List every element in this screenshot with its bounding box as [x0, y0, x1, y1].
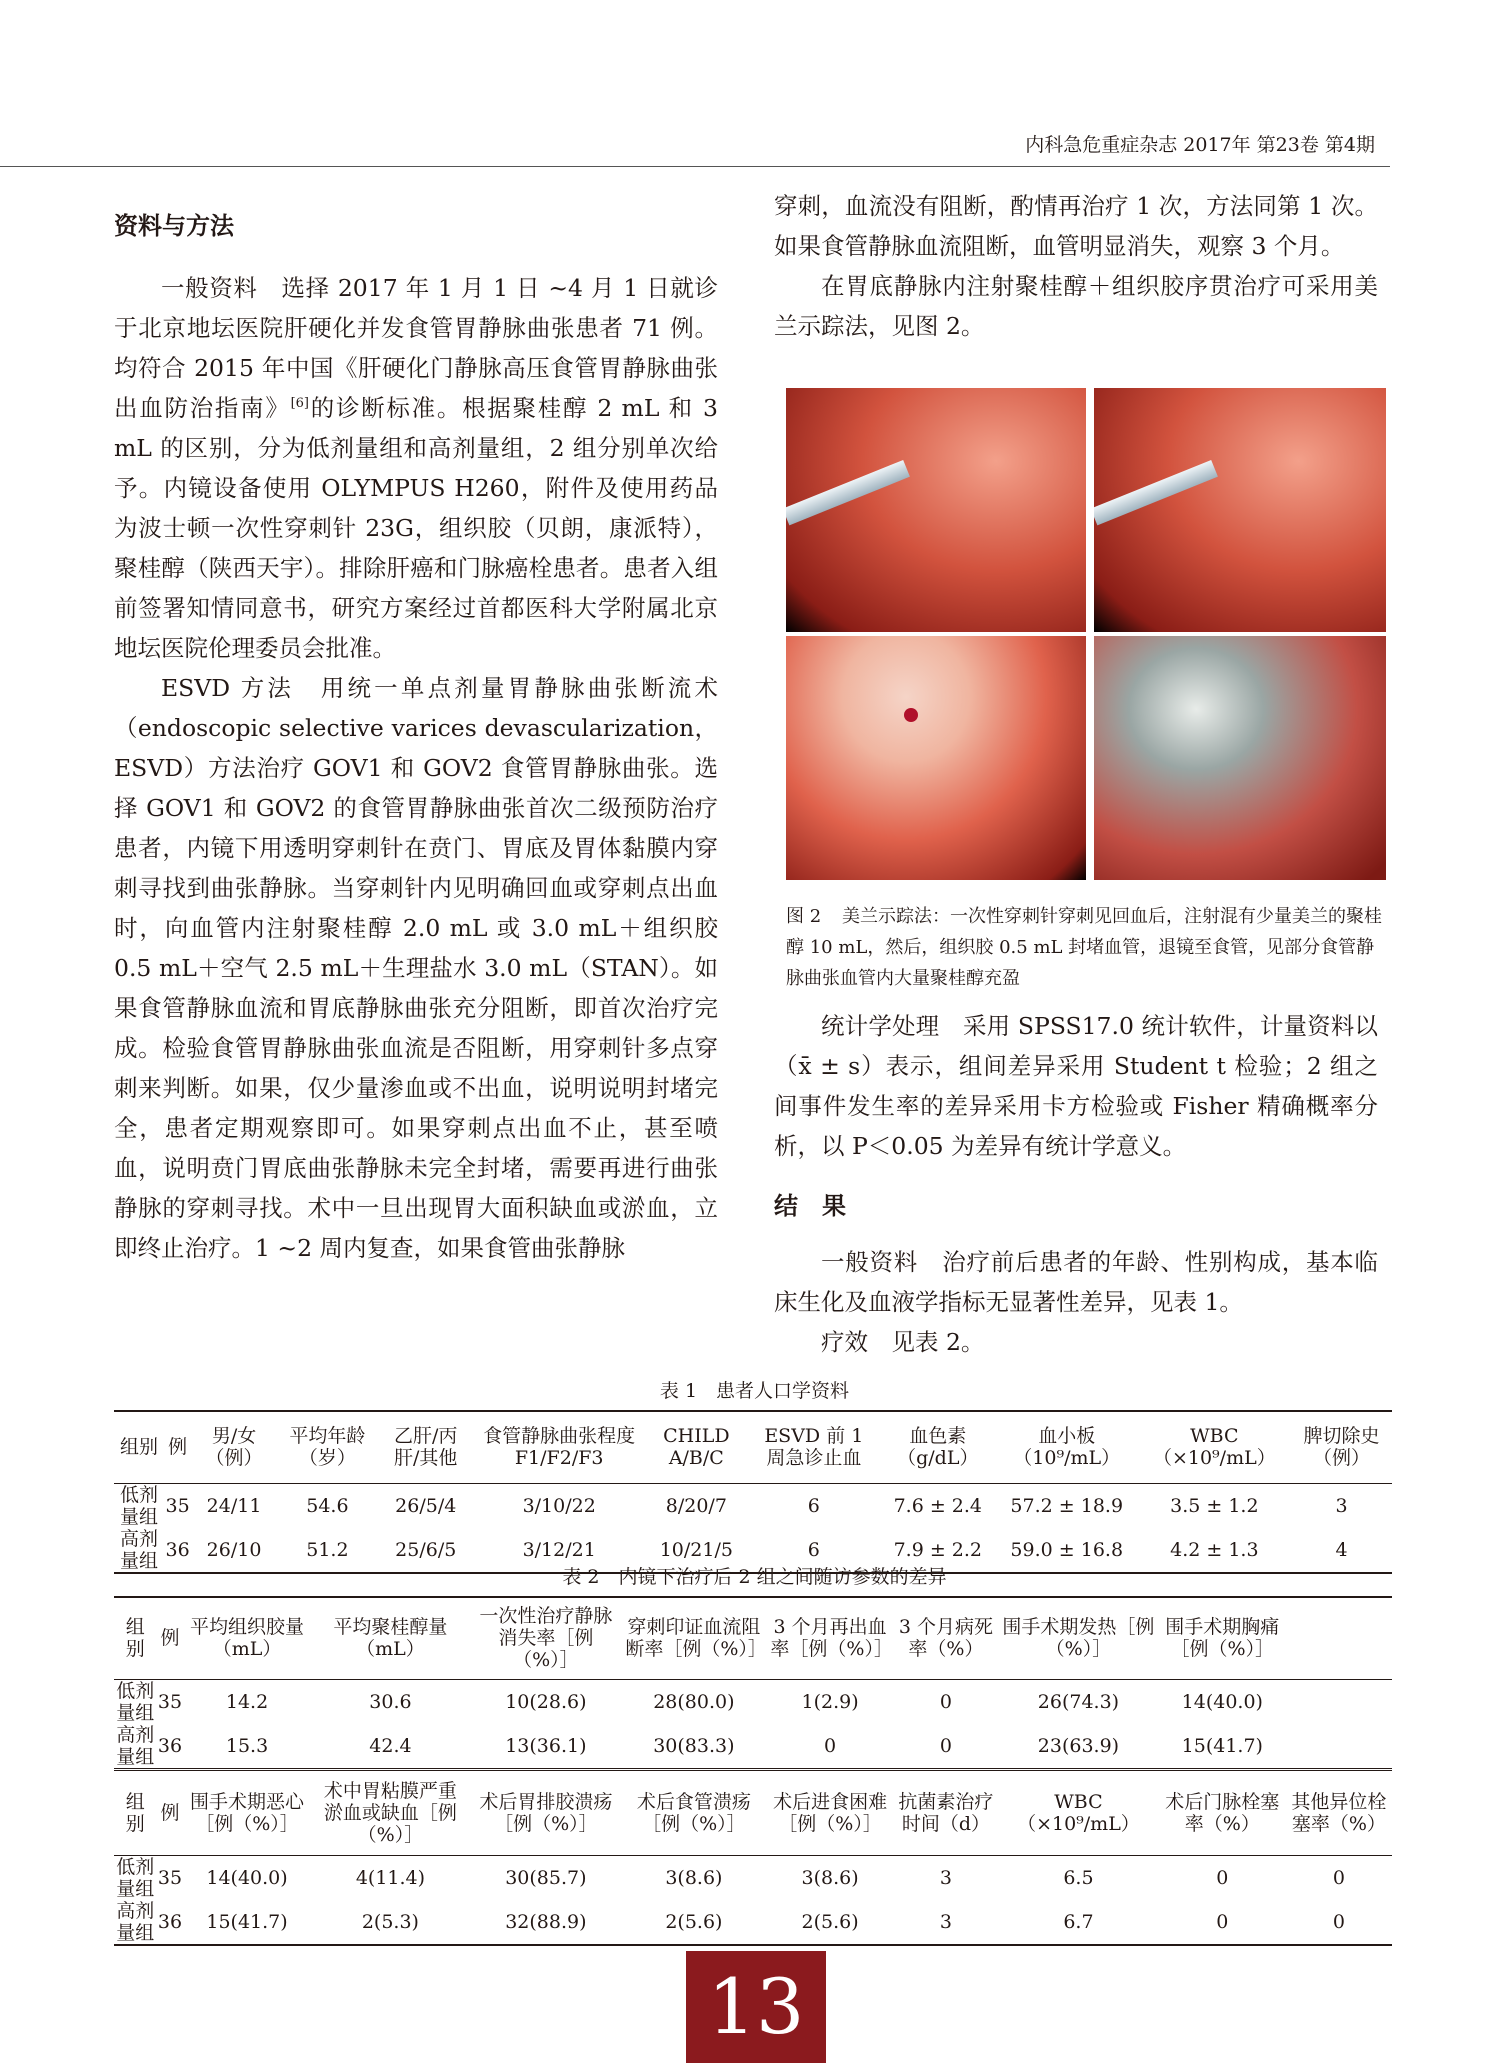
table1-headers-header-4: 乙肝/丙肝/其他 — [394, 1425, 458, 1470]
table2-headers_b-header-10: 其他异位栓塞率（%） — [1291, 1790, 1387, 1835]
table-cell: 0 — [1216, 1866, 1229, 1889]
table-cell: 高剂量组 — [116, 1723, 155, 1768]
table-cell: 3/10/22 — [522, 1494, 596, 1517]
header-rule — [0, 166, 1390, 167]
table-cell: 32(88.9) — [505, 1910, 587, 1933]
right-column-bottom — [774, 1006, 1378, 1362]
table-cell: 30.6 — [369, 1690, 412, 1713]
figure-2 — [786, 388, 1386, 880]
table-cell: 35 — [165, 1494, 190, 1517]
table-cell: 3(8.6) — [665, 1866, 723, 1889]
figure-caption-text: 美兰示踪法：一次性穿刺针穿刺见回血后，注射混有少量美兰的聚桂醇 10 mL，然后，组织胶 0.5 mL 封堵血管，退镜至食管，见部分食管静脉曲张血管内大量聚桂醇充盈 — [786, 906, 1382, 989]
table1-headers-header-1: 例 — [168, 1436, 188, 1459]
section-title-methods: 资料与方法 — [114, 212, 234, 240]
table2-headers_b-header-1: 例 — [160, 1801, 180, 1824]
table-cell: 15(41.7) — [1181, 1734, 1263, 1757]
table-cell: 3(8.6) — [801, 1866, 859, 1889]
paragraph-esvd-method: ESVD 方法 用统一单点剂量胃静脉曲张断流术（endoscopic selective varices devascularization，ESVD）方法治疗 GOV1 和 GOV2 食管胃静脉曲张。选择 GOV1 和 GOV2 的食管胃静脉曲张首次二级预防治疗患者，内镜下用透明穿刺针在贲门、胃底及胃体黏膜内穿刺寻找到曲张静脉。当穿刺针内见明确回血或穿刺点出血时，向血管内注射聚桂醇 2.0 mL 或 3.0 mL＋组织胶 0.5 mL＋空气 2.5 mL＋生理盐水 3.0 mL（STAN）。如果食管静脉血流和胃底静脉曲张充分阻断，即首次治疗完成。检验食管胃静脉曲张血流是否阻断，用穿刺针多点穿刺来判断。如果，仅少量渗血或不出血，说明说明封堵完全，患者定期观察即可。如果穿刺点出血不止，甚至喷血，说明贲门胃底曲张静脉未完全封堵，需要再进行曲张静脉的穿刺寻找。术中一旦出现胃大面积缺血或淤血，立即终止治疗。1 ~2 周内复查，如果食管曲张静脉 — [114, 674, 718, 1262]
needle-shape — [1094, 460, 1218, 525]
table-row — [114, 1679, 1392, 1724]
table2-headers_b-header-9: 术后门脉栓塞率（%） — [1165, 1790, 1280, 1835]
table-cell: 36 — [157, 1910, 183, 1933]
table2-headers_b-header-7: 抗菌素治疗时间（d） — [898, 1790, 994, 1835]
paragraph-methylene: 在胃底静脉内注射聚桂醇＋组织胶序贯治疗可采用美兰示踪法，见图 2。 — [774, 272, 1378, 340]
table1-headers-header-5: 食管静脉曲张程度 F1/F2/F3 — [483, 1425, 636, 1470]
table-cell: 4 — [1335, 1538, 1348, 1561]
table-cell: 26(74.3) — [1037, 1690, 1120, 1713]
table-cell: 7.9 ± 2.2 — [893, 1538, 983, 1561]
table-cell: 1(2.9) — [801, 1690, 859, 1713]
table2-headers_a-header-8: 围手术期发热［例（%）］ — [1002, 1616, 1155, 1661]
table2-headers_b-header-6: 术后进食困难［例（%）］ — [773, 1790, 888, 1835]
table-cell: 6.7 — [1063, 1910, 1094, 1933]
endoscopy-image-1 — [786, 388, 1086, 632]
table-cell: 54.6 — [306, 1494, 349, 1517]
endoscopy-image-4 — [1094, 636, 1386, 880]
paragraph-results-general: 一般资料 治疗前后患者的年龄、性别构成，基本临床生化及血液学指标无显著性差异，见表 1。 — [774, 1248, 1378, 1316]
journal-title: 内科急危重症杂志 2017年 第23卷 第4期 — [1025, 134, 1375, 156]
table-cell: 28(80.0) — [653, 1690, 735, 1713]
table-cell: 24/11 — [206, 1494, 262, 1517]
table2-headers_a-header-6: 3 个月再出血率［例（%）］ — [770, 1616, 893, 1661]
endoscopy-image-3 — [786, 636, 1086, 880]
table2-headers_a-header-0: 组别 — [125, 1616, 145, 1661]
table-cell: 3/12/21 — [522, 1538, 596, 1561]
figure-number: 图 2 — [786, 906, 822, 927]
table1-headers-header-8: 血色素（g/dL） — [897, 1425, 979, 1470]
table2-headers_a-header-7: 3 个月病死率（%） — [898, 1616, 993, 1661]
table-cell: 6 — [807, 1538, 820, 1561]
table1-caption: 表 1 患者人口学资料 — [659, 1380, 850, 1402]
table-cell: 高剂量组 — [116, 1899, 155, 1944]
table-cell: 0 — [1332, 1866, 1345, 1889]
page-number: 13 — [686, 1951, 826, 2063]
table1-headers-header-0: 组别 — [120, 1436, 159, 1459]
table-cell: 10(28.6) — [505, 1690, 587, 1713]
table1-headers-header-7: ESVD 前 1 周急诊止血 — [764, 1425, 864, 1470]
table-cell: 2(5.3) — [361, 1910, 419, 1933]
table1-headers-header-9: 血小板（10⁹/mL） — [1013, 1425, 1121, 1470]
table2-headers_a-header-1: 例 — [160, 1627, 180, 1650]
table-cell: 36 — [157, 1734, 183, 1757]
table-cell: 35 — [157, 1866, 183, 1889]
table-row — [114, 1900, 1392, 1945]
table1-headers-header-11: 脾切除史（例） — [1303, 1425, 1380, 1470]
table-cell: 2(5.6) — [801, 1910, 859, 1933]
table-cell: 23(63.9) — [1037, 1734, 1120, 1757]
table1-headers-header-3: 平均年龄（岁） — [289, 1425, 366, 1470]
table-cell: 42.4 — [369, 1734, 412, 1757]
table2-headers_b-header-5: 术后食管溃疡［例（%）］ — [636, 1790, 751, 1835]
table2-headers_b-header-0: 组别 — [125, 1790, 145, 1835]
table-cell: 6.5 — [1063, 1866, 1094, 1889]
table-cell: 26/5/4 — [395, 1494, 457, 1517]
table2-headers_a-header-4: 一次性治疗静脉消失率［例（%）］ — [479, 1605, 613, 1672]
paragraph-general-info: 一般资料 选择 2017 年 1 月 1 日 ~4 月 1 日就诊于北京地坛医院肝硬化并发食管胃静脉曲张患者 71 例。均符合 2015 年中国《肝硬化门静脉高压食管胃静脉曲张出血防治指南》[6]的诊断标准。根据聚桂醇 2 mL 和 3 mL 的区别，分为低剂量组和高剂量组，2 组分别单次给予。内镜设备使用 OLYMPUS H260，附件及使用药品为波士顿一次性穿刺针 23G，组织胶（贝朗，康派特），聚桂醇（陕西天宇）。排除肝癌和门脉癌栓患者。患者入组前签署知情同意书，研究方案经过首都医科大学附属北京地坛医院伦理委员会批准。 — [114, 274, 719, 662]
table-cell: 2(5.6) — [665, 1910, 723, 1933]
table-cell: 14(40.0) — [206, 1866, 288, 1889]
table-cell: 3.5 ± 1.2 — [1170, 1494, 1259, 1517]
table-row — [114, 1724, 1392, 1770]
puncture-point-shape — [904, 708, 918, 722]
table-cell: 0 — [1216, 1910, 1229, 1933]
table-cell: 3 — [1335, 1494, 1348, 1517]
table-cell: 0 — [824, 1734, 837, 1757]
table-cell: 30(85.7) — [505, 1866, 587, 1889]
table-cell: 57.2 ± 18.9 — [1010, 1494, 1124, 1517]
endoscopy-image-2 — [1094, 388, 1386, 632]
table-cell: 低剂量组 — [116, 1679, 155, 1724]
table-cell: 59.0 ± 16.8 — [1010, 1538, 1124, 1561]
paragraph-statistics: 统计学处理 采用 SPSS17.0 统计软件，计量资料以（x̄ ± s）表示，组间差异采用 Student t 检验；2 组之间事件发生率的差异采用卡方检验或 Fisher 精确概率分析，以 P＜0.05 为差异有统计学意义。 — [774, 1012, 1378, 1160]
table-cell: 低剂量组 — [120, 1483, 159, 1528]
table-cell: 13(36.1) — [505, 1734, 587, 1757]
table-cell: 0 — [939, 1690, 952, 1713]
table-cell: 8/20/7 — [665, 1494, 727, 1517]
table2-headers_a-header-5: 穿刺印证血流阻断率［例（%）］ — [625, 1616, 767, 1661]
table2-headers_b-header-2: 围手术期恶心［例（%）］ — [190, 1790, 305, 1835]
paragraph-continued: 穿刺，血流没有阻断，酌情再治疗 1 次，方法同第 1 次。如果食管静脉血流阻断，血管明显消失，观察 3 个月。 — [774, 192, 1378, 260]
table1-headers-header-6: CHILD A/B/C — [663, 1425, 730, 1470]
table2-headers_b-header-4: 术后胃排胶溃疡［例（%）］ — [479, 1790, 613, 1835]
table1-headers-header-2: 男/女（例） — [205, 1425, 263, 1470]
table2-headers_a-header-2: 平均组织胶量（mL） — [190, 1616, 305, 1661]
table-1 — [114, 1410, 1392, 1574]
table-cell: 0 — [1332, 1910, 1345, 1933]
table2-headers_b-header-8: WBC（×10⁹/mL） — [1017, 1790, 1140, 1835]
table-cell: 3 — [939, 1910, 952, 1933]
table-cell: 36 — [165, 1538, 190, 1561]
table-2 — [114, 1596, 1392, 1946]
table-cell: 15.3 — [225, 1734, 269, 1757]
table-cell: 10/21/5 — [659, 1538, 733, 1561]
table-cell: 14(40.0) — [1181, 1690, 1263, 1713]
table-cell: 4.2 ± 1.3 — [1170, 1538, 1259, 1561]
table-cell: 4(11.4) — [355, 1866, 426, 1889]
table-cell: 6 — [807, 1494, 820, 1517]
table-cell: 26/10 — [206, 1538, 262, 1561]
table-cell: 0 — [939, 1734, 952, 1757]
table1-headers-header-10: WBC（×10⁹/mL） — [1152, 1425, 1276, 1470]
figure-caption — [786, 901, 1386, 994]
table-cell: 35 — [157, 1690, 183, 1713]
table-cell: 3 — [939, 1866, 952, 1889]
table-row — [114, 1483, 1392, 1528]
table-cell: 7.6 ± 2.4 — [893, 1494, 983, 1517]
table-cell: 高剂量组 — [120, 1527, 159, 1572]
table-cell: 14.2 — [225, 1690, 269, 1713]
table-cell: 51.2 — [306, 1538, 349, 1561]
section-title-results: 结 果 — [774, 1192, 846, 1220]
table2-headers_a-header-3: 平均聚桂醇量（mL） — [333, 1616, 448, 1661]
table2-headers_b-header-3: 术中胃粘膜严重淤血或缺血［例（%）］ — [323, 1779, 457, 1846]
table2-caption: 表 2 内镜下治疗后 2 组之间随访参数的差异 — [562, 1566, 947, 1588]
left-column — [114, 206, 718, 1268]
table-row — [114, 1855, 1392, 1900]
table-cell: 15(41.7) — [206, 1910, 288, 1933]
paragraph-efficacy: 疗效 见表 2。 — [821, 1328, 985, 1356]
table2-headers_a-header-9: 围手术期胸痛［例（%）］ — [1165, 1616, 1280, 1661]
needle-shape — [786, 460, 910, 525]
table-cell: 30(83.3) — [653, 1734, 735, 1757]
table-cell: 25/6/5 — [395, 1538, 457, 1561]
right-column-top — [774, 186, 1378, 346]
table-cell: 低剂量组 — [116, 1855, 155, 1900]
